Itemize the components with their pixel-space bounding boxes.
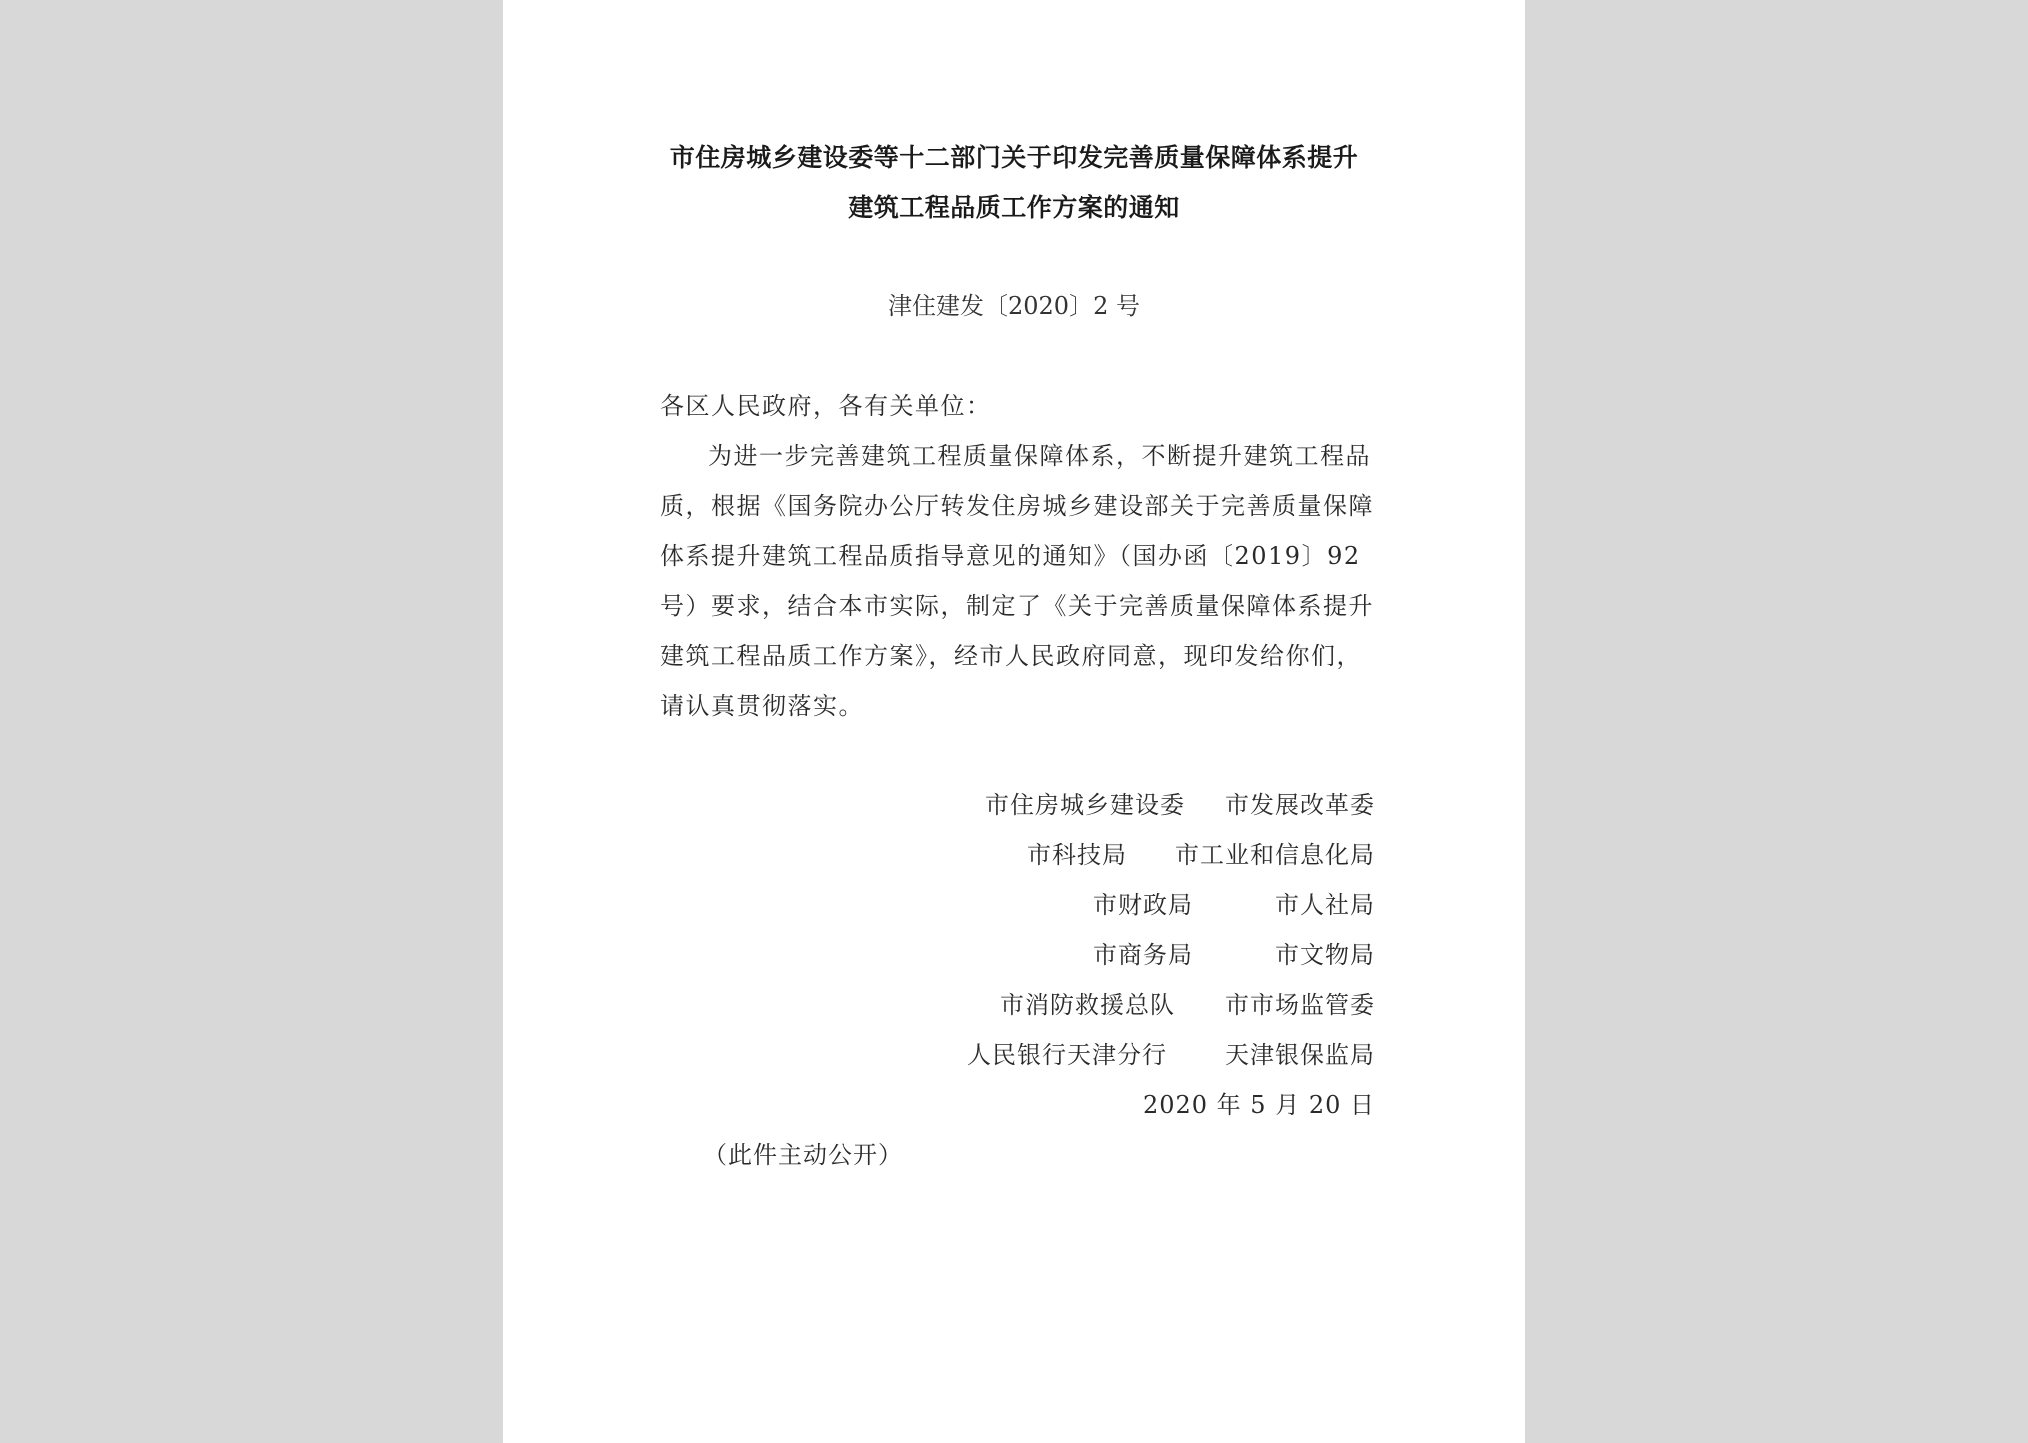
signatory-right: 市人社局 [1275,891,1375,919]
signatory-left: 市住房城乡建设委 [985,791,1185,819]
signatory-left: 市财政局 [1093,891,1193,919]
signatory-left: 市科技局 [1027,841,1127,869]
document-title-line-1: 市住房城乡建设委等十二部门关于印发完善质量保障体系提升 [669,143,1359,172]
document-number: 津住建发〔2020〕2 号 [888,292,1140,320]
signatory-right: 市工业和信息化局 [1175,841,1375,869]
signatory-left: 市商务局 [1093,941,1193,969]
document-title-line-2: 建筑工程品质工作方案的通知 [848,193,1180,222]
body-paragraph-line: 质，根据《国务院办公厅转发住房城乡建设部关于完善质量保障 [660,492,1374,520]
salutation: 各区人民政府，各有关单位： [660,392,992,420]
document-date: 2020 年 5 月 20 日 [1142,1091,1375,1119]
signatory-right: 市市场监管委 [1225,991,1375,1019]
body-paragraph-line: 建筑工程品质工作方案》，经市人民政府同意，现印发给你们， [660,642,1362,670]
body-paragraph-line: 体系提升建筑工程品质指导意见的通知》（国办函〔2019〕92 [660,542,1361,570]
signatory-left: 人民银行天津分行 [967,1041,1167,1069]
signatory-right: 市文物局 [1275,941,1375,969]
document-page [503,0,1525,1443]
body-paragraph-line: 请认真贯彻落实。 [660,692,864,720]
signatory-left: 市消防救援总队 [1000,991,1175,1019]
disclosure-note: （此件主动公开） [703,1141,903,1169]
signatory-right: 天津银保监局 [1225,1041,1375,1069]
body-paragraph-line: 号）要求，结合本市实际，制定了《关于完善质量保障体系提升 [660,592,1374,620]
body-paragraph-line: 为进一步完善建筑工程质量保障体系，不断提升建筑工程品 [708,442,1371,470]
signatory-right: 市发展改革委 [1225,791,1375,819]
